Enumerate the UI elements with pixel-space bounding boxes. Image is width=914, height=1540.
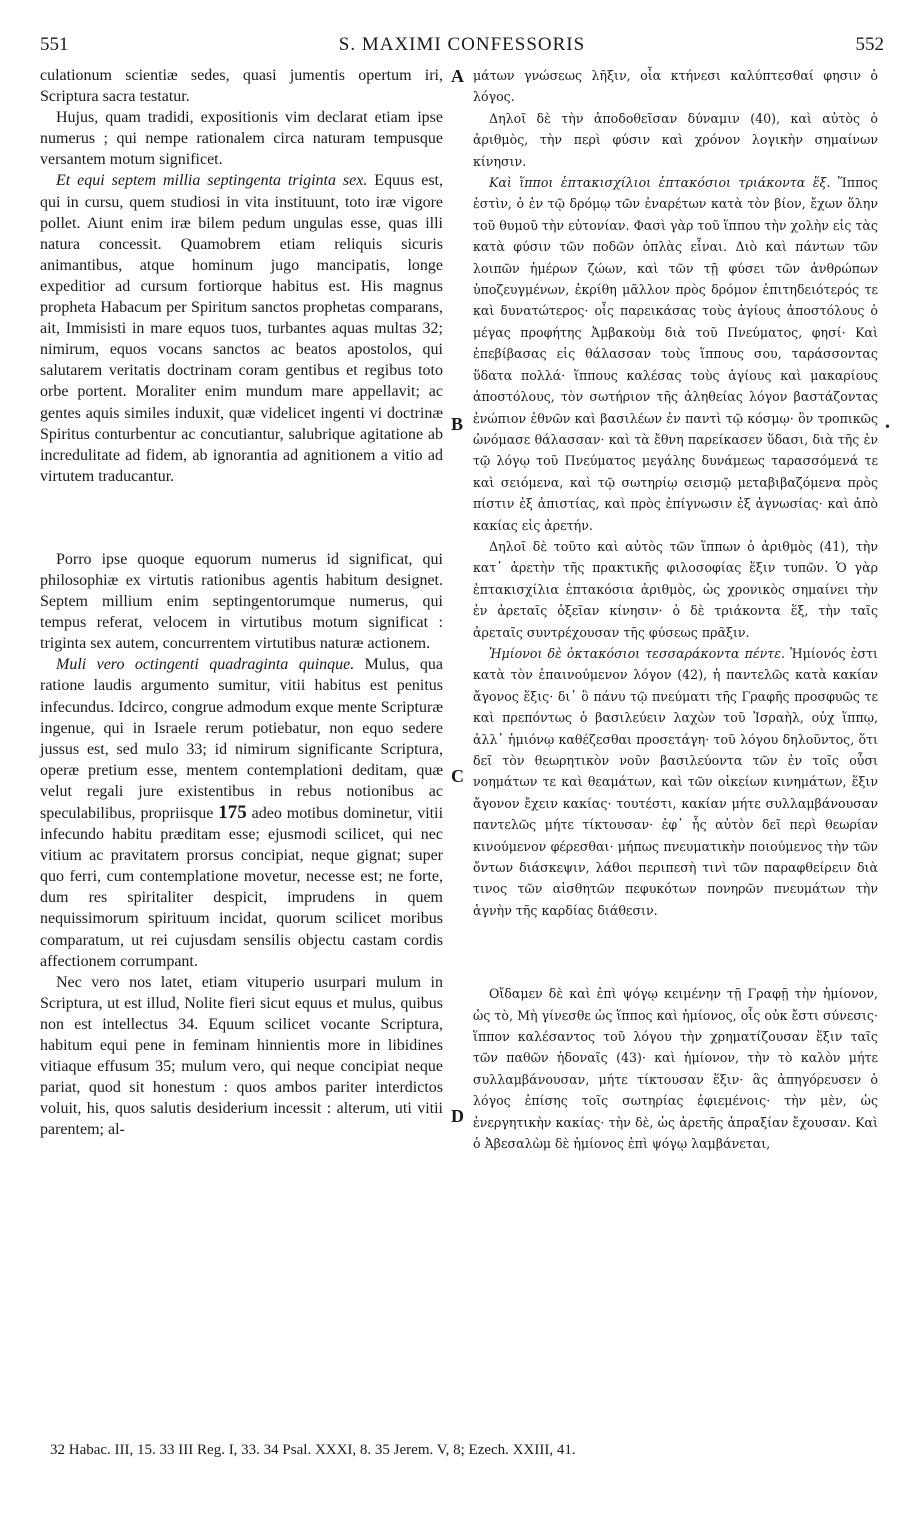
greek-paragraph: Δηλοῖ δὲ τὴν ἀποδοθεῖσαν δύναμιν (40), καὶ αὐτὸς ὁ ἀριθμὸς, τὴν περὶ φύσιν καὶ χρόνον λογικὴν σημαίνων κίνησιν. bbox=[473, 110, 878, 169]
latin-paragraph: Nec vero nos latet, etiam vituperio usurpari mulum in Scriptura, ut est illud, Nolite fieri sicut equus et mulus, quibus non est intellectus 34. Equum scilicet vocante Scriptura, habitum equi pene in feminam hinnientis more in libidines vitiaque effusum 35; mulum vero, qui neque concipiat neque pariat, quod sit honestum : quos ambos pariter interdictos voluit, his, quos salutis desiderium incessit : alterum, uti vitii parentem; al- bbox=[40, 973, 443, 1139]
greek-lemma: Καὶ ἵπποι ἑπτακισχίλιοι ἑπτακόσιοι τριάκοντα ἕξ. bbox=[489, 175, 831, 191]
page-header bbox=[40, 34, 884, 60]
latin-paragraph: adeo motibus dominetur, vitii infecundo habitu præditam esse; ejusmodi scilicet, qui nec vitium ac pravitatem prorsus concipiat, neque gignat; super quo ferri, cum contemplatione movetur, necesse est; ne forte, dum res spiritaliter despicit, imprudens in quem nequissimorum spirituum incidat, quorum scilicet moribus comparatum, ut rei cujusdam sensilis objectu castam cordis affectionem corrumpant. bbox=[40, 805, 444, 970]
margin-letter-c: C bbox=[451, 766, 464, 786]
column-number: 175 bbox=[218, 802, 247, 823]
latin-column bbox=[40, 65, 443, 1141]
greek-paragraph: Δηλοῖ δὲ τοῦτο καὶ αὐτὸς τῶν ἵππων ὁ ἀριθμὸς (41), τὴν κατ᾽ ἀρετὴν τῆς πρακτικῆς φιλοσοφίας ἕξιν τυπῶν. Ὁ γὰρ ἑπτακισχίλια ἑπτακόσια ἀριθμὸς, ὡς χρονικὸς σημαίνει τὴν ἐν ἀρεταῖς ὀξεῖαν κίνησιν· ὁ δὲ τριάκοντα ἕξ, τὴν ταῖς ἀρεταῖς συντρέχουσαν τῆς φύσεως πρᾶξιν. bbox=[473, 538, 878, 640]
latin-paragraph: Equus est, qui in cursu, quem studiosi in vita instituunt, toto iræ vigore pollet. Aiunt enim iræ bilem pedum ungulas esse, quas illi natura concessit. Quamobrem etiam reliquis sicuris animantibus, atque hominum jugo mancipatis, longe expeditior ad cursum fortiorque habitus est. His magnus propheta Habacum per Spiritum sanctos prophetas comparans, ait, Immisisti in mare equos tuos, turbantes aquas multas 32; nimirum, equos vocans sanctos ac beatos apostolos, qui salutarem veritatis doctrinam coram gentibus et regibus toto orbe portent. Moraliter enim mundum mare appellavit; ac gentes aquis similes induxit, quæ videlicet ingenti vi doctrinæ Spiritus conturbentur ac concutiantur, salubrique agitatione ab incredulitate ad fidem, ab ignorantia ad agnitionem a vitio ad virtutem traducantur. bbox=[40, 172, 444, 485]
greek-paragraph: μάτων γνώσεως λῆξιν, οἷα κτήνεσι καλύπτεσθαί φησιν ὁ λόγος. bbox=[473, 68, 878, 105]
latin-paragraph: Hujus, quam tradidi, expositionis vim declarat etiam ipse numerus ; qui nempe rationalem circa naturam tempusque versantem motum significet. bbox=[40, 109, 443, 169]
running-title: S. MAXIMI CONFESSORIS bbox=[338, 34, 586, 55]
latin-lemma: Muli vero octingenti quadraginta quinque. bbox=[56, 656, 355, 674]
latin-paragraph: Porro ipse quoque equorum numerus id significat, qui philosophiæ ex virtutis rationibus agentis habitum designet. Septem millium enim septingentorumque numerus, qui tempus referat, velocem in virtutibus motum significat : triginta sex autem, concurrentem virtutibus naturæ actionem. bbox=[40, 550, 443, 653]
margin-letter-a: A bbox=[451, 66, 464, 86]
margin-letter-d: D bbox=[451, 1106, 464, 1126]
greek-column bbox=[473, 65, 878, 1155]
asterisk-mark: • bbox=[885, 420, 890, 435]
greek-paragraph: Ἡμίονός ἐστι κατὰ τὸν ἐπαινούμενον λόγον (42), ἡ παντελῶς κατὰ κακίαν ἄγονος ἕξις· δι᾽ ὃ πάνυ τῷ πνεύματι τῆς Γραφῆς προσφυῶς τε καὶ πρεπόντως ὁ βασιλεύειν λαχὼν τοῦ Ἰσραὴλ, οὐχ ἵππῳ, ἀλλ᾽ ἡμιόνῳ καθέζεσθαι προσετάγη· τοῦ λόγου δηλοῦντος, ὅτι δεῖ τὸν θεωρητικὸν νοῦν βασιλεύοντα τῶν ἐν τοῖς οὖσι νοημάτων τε καὶ θεαμάτων, καὶ τῶν οἰκείων κινημάτων, ἕξιν ἄγονον ἔχειν κακίας· τουτέστι, κακίαν μήτε συλλαμβάνουσαν παντελῶς μήτε τίκτουσαν· ἐφ᾽ ἧς αὐτὸν δεῖ περὶ θεωρίαν κινούμενον φέρεσθαι· μήπως πνευματικὴν ποιούμενος τὴν τῶν ὄντων διάσκεψιν, λάθοι περιπεσὴ τινὶ τῶν παραφθείρειν διὰ τινος τῶν αἰσθητῶν πεφυκότων πονηρῶν πνευμάτων τὴν ἁγνὴν τῆς καρδίας διάθεσιν. bbox=[473, 645, 878, 918]
latin-paragraph: Mulus, qua ratione laudis argumento sumitur, vitii habitus est penitus infecundus. Idcirco, congrue admodum exque mente Scripturæ ingenue, qui in Israele rerum potiebatur, non equo sedere jussus est, sed mulo 33; id nimirum significante Scriptura, operæ pretium esse, mentem contemplationi deditam, quæ velut regali jure existentibus in rebus notionibus ac speculabilibus, propriisque bbox=[40, 656, 444, 822]
latin-lemma: Et equi septem millia septingenta triginta sex. bbox=[56, 172, 368, 190]
left-page-number: 551 bbox=[40, 34, 69, 55]
right-page-number: 552 bbox=[855, 34, 884, 55]
margin-letter-b: B bbox=[451, 414, 464, 434]
greek-lemma: Ἡμίονοι δὲ ὀκτακόσιοι τεσσαράκοντα πέντε. bbox=[489, 645, 786, 661]
footnotes: 32 Habac. III, 15. 33 III Reg. I, 33. 34 Psal. XXXI, 8. 35 Jerem. V, 8; Ezech. XXIII, 41. bbox=[50, 1442, 576, 1458]
greek-paragraph: Ἵππος ἐστὶν, ὁ ἐν τῷ δρόμῳ τῶν ἐναρέτων κατὰ τὸν βίον, ἔχων ὅλην τοῦ θυμοῦ τὴν εὐτονίαν. Φασὶ γὰρ τοῦ ἵππου τὴν χολὴν εἰς τὰς κατὰ φύσιν τῶν ποδῶν ὁπλὰς εἶναι. Διὸ καὶ πάντων τῶν λοιπῶν ἡμέρων ζώων, καὶ τῶν τῇ φύσει τῶν ἀνθρώπων ὑποζευγμένων, ἐκρίθη μᾶλλον πρὸς δρόμον ἐπιτηδειότερός τε καὶ δυνατώτερος· οἷς παρεικάσας τοὺς ἁγίους ἀποστόλους ὁ μέγας προφήτης Ἀμβακοὺμ διὰ τοῦ Πνεύματος, φησί· Καὶ ἐπεβίβασας εἰς θάλασσαν τοὺς ἵππους σου, ταράσσοντας ὕδατα πολλά· ἵππους καλέσας τοὺς ἁγίους καὶ μακαρίους ἀποστόλους, τὸν σωτήριον τῆς ἀληθείας λόγον βαστάζοντας ἐνώπιον ἐθνῶν καὶ βασιλέων ἐν παντὶ τῷ κόσμῳ· ὃν τροπικῶς ὠνόμασε θάλασσαν· καὶ τὰ ἔθνη παρείκασεν ὕδασι, διὰ τῆς ἐν τῷ λόγῳ τοῦ Πνεύματος μεγάλης δυνάμεως ταρασσόμενά τε καὶ σειόμενα, καὶ τῷ σωτηρίῳ σεισμῷ μεταβιβαζόμενα πρὸς πίστιν ἐξ ἀπιστίας, καὶ πρὸς ἐπίγνωσιν ἐξ ἀγνωσίας· καὶ ἀπὸ κακίας εἰς ἀρετήν. bbox=[473, 175, 878, 533]
greek-paragraph: Οἴδαμεν δὲ καὶ ἐπὶ ψόγῳ κειμένην τῇ Γραφῇ τὴν ἡμίονον, ὡς τὸ, Μὴ γίνεσθε ὡς ἵππος καὶ ἡμίονος, οἷς οὐκ ἔστι σύνεσις· ἵππον καλέσαντος τοῦ λόγου τὴν χρηματίζουσαν ἕξιν ταῖς τῶν παθῶν ἡδοναῖς (43)· καὶ ἡμίονον, τὴν τὸ καλὸν μήτε συλλαμβάνουσαν, μήτε τίκτουσαν ἕξιν· ἃς ἀπηγόρευσεν ὁ λόγος ἐπίσης τοῖς σωτηρίας ἐφιεμένοις· τὴν μὲν, ὡς ἐνεργητικὴν κακίας· τὴν δὲ, ὡς ἀρετῆς ἀπραξίαν ἔχουσαν. Καὶ ὁ Ἀβεσαλὼμ δὲ ἡμίονος ἐπὶ ψόγῳ λαμβάνεται, bbox=[473, 986, 878, 1152]
latin-paragraph: culationum scientiæ sedes, quasi jumentis opertum iri, Scriptura sacra testatur. bbox=[40, 67, 443, 106]
